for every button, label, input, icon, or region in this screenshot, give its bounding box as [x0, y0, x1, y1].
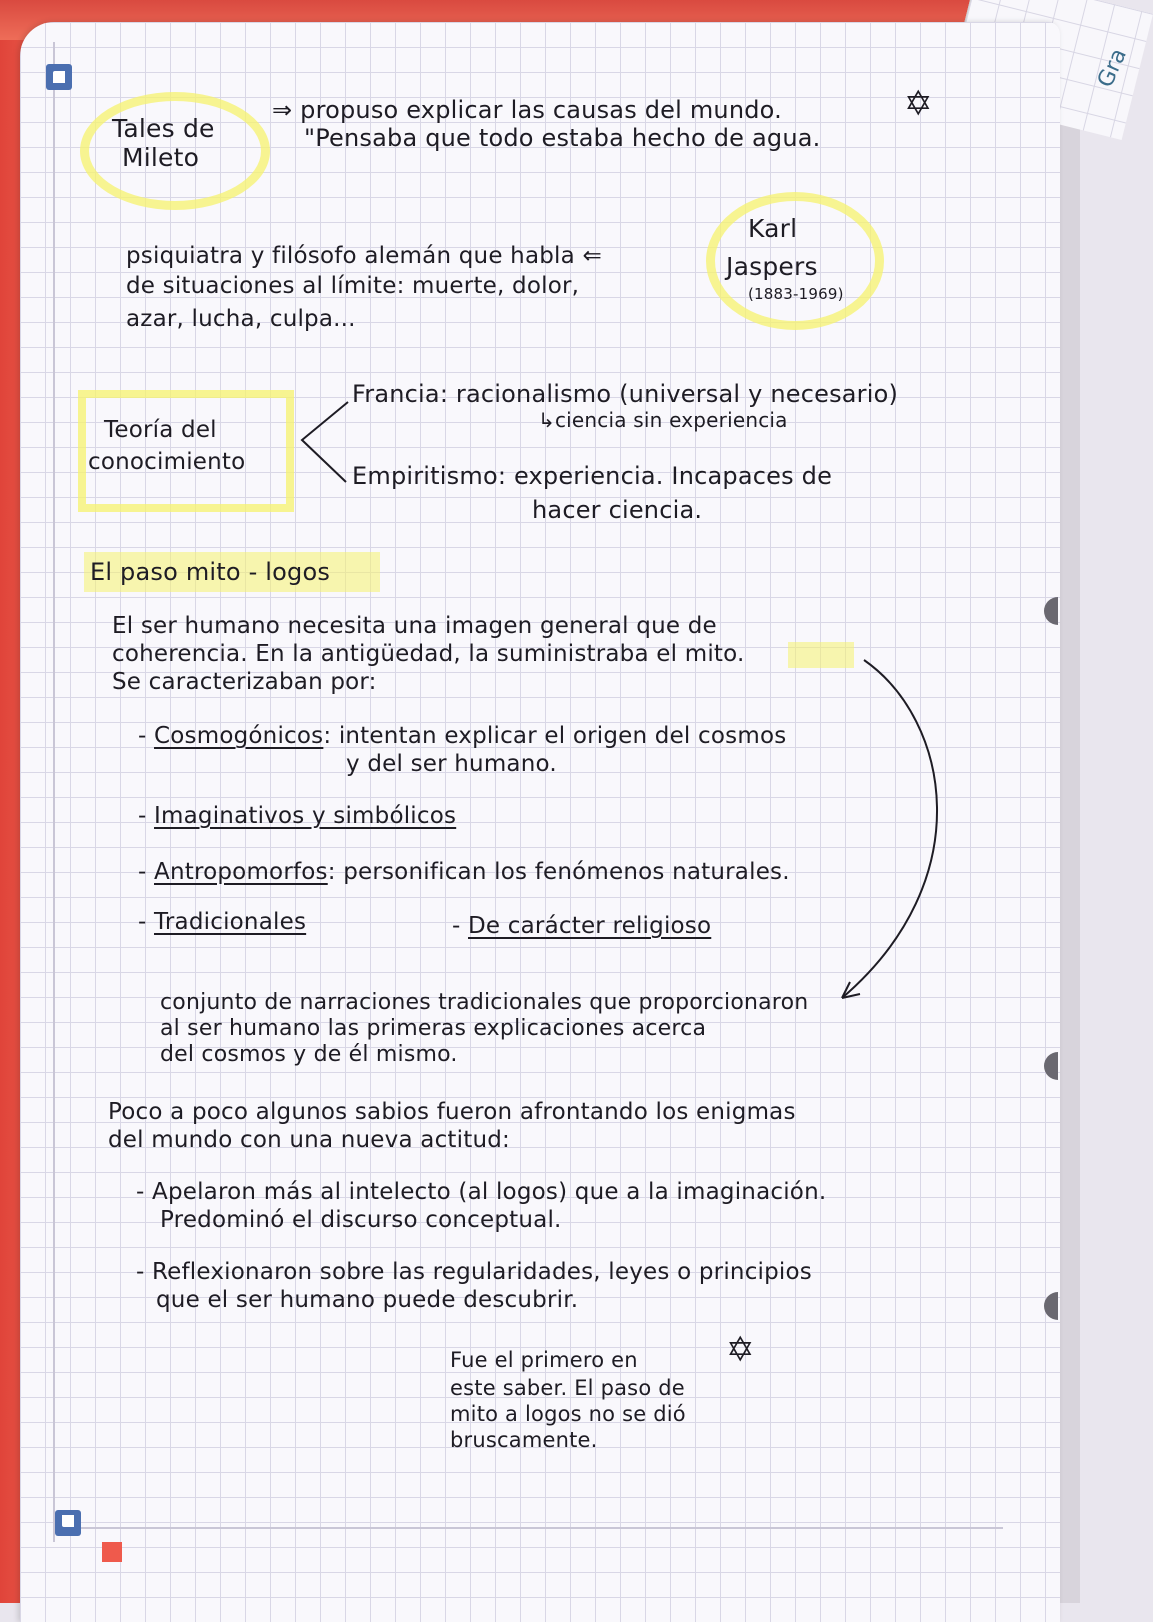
logos-intro-line2: del mundo con una nueva actitud: — [108, 1127, 510, 1153]
mito-item-2-term: Imaginativos y simbólicos — [154, 803, 457, 829]
mito-definition-line2: al ser humano las primeras explicaciones acerca — [160, 1016, 707, 1041]
logos-note-line3: mito a logos no se dió — [450, 1402, 686, 1426]
teoria-branch2-line1: Empiritismo: experiencia. Incapaces de — [352, 462, 833, 490]
dash: - — [138, 859, 147, 885]
logos-note-line4: bruscamente. — [450, 1428, 598, 1452]
mito-item-1-term: Cosmogónicos — [154, 723, 324, 749]
jaspers-note-line2: de situaciones al límite: muerte, dolor, — [126, 273, 580, 299]
tales-name-line1: Tales de — [112, 114, 215, 143]
mito-logos-heading: El paso mito - logos — [90, 558, 331, 586]
jaspers-name-line1: Karl — [748, 214, 798, 243]
logos-intro-line1: Poco a poco algunos sabios fueron afrontando los enigmas — [108, 1099, 796, 1125]
dash: - — [138, 909, 147, 935]
logos-note-line1: Fue el primero en — [450, 1348, 638, 1372]
logos-note-line2: este saber. El paso de — [450, 1376, 685, 1400]
teoria-title-line1: Teoría del — [104, 417, 217, 443]
tales-name-line2: Mileto — [122, 143, 200, 172]
mito-definition-line3: del cosmos y de él mismo. — [160, 1042, 458, 1067]
teoria-branch1-line2: ↳ciencia sin experiencia — [538, 408, 788, 432]
mito-item-3-term: Antropomorfos — [154, 859, 328, 885]
jaspers-note-line3: azar, lucha, culpa... — [126, 306, 356, 332]
teoria-title-line2: conocimiento — [88, 449, 246, 475]
jaspers-name-line2: Jaspers — [726, 252, 818, 281]
logos-point2-line1: - Reflexionaron sobre las regularidades, leyes o principios — [136, 1259, 812, 1285]
jaspers-note-line1: psiquiatra y filósofo alemán que habla ⇐ — [126, 243, 602, 269]
teoria-branch1-line1: Francia: racionalismo (universal y necesario) — [352, 380, 899, 408]
dash: - — [138, 803, 147, 829]
mito-item-1-rest: : intentan explicar el origen del cosmos — [323, 723, 787, 749]
mito-intro-line2: coherencia. En la antigüedad, la suministraba el mito. — [112, 641, 745, 667]
dash: - — [452, 913, 461, 939]
logos-point2-line2: que el ser humano puede descubrir. — [156, 1287, 579, 1313]
jaspers-years: (1883-1969) — [748, 285, 844, 303]
mito-item-3-rest: : personifican los fenómenos naturales. — [327, 859, 790, 885]
mito-intro-line1: El ser humano necesita una imagen general que de — [112, 613, 717, 639]
star-icon: ✡ — [904, 84, 933, 124]
mito-item-1-rest2: y del ser humano. — [346, 751, 557, 777]
logos-point1-line1: - Apelaron más al intelecto (al logos) que a la imaginación. — [136, 1179, 827, 1205]
mito-definition-line1: conjunto de narraciones tradicionales que proporcionaron — [160, 990, 809, 1015]
star-icon: ✡ — [726, 1330, 755, 1370]
curved-arrow-icon — [842, 660, 937, 998]
tales-note-line1: ⇒ propuso explicar las causas del mundo. — [272, 96, 782, 124]
mito-intro-line3: Se caracterizaban por: — [112, 669, 377, 695]
teoria-branch2-line2: hacer ciencia. — [532, 496, 703, 524]
tales-note-line2: "Pensaba que todo estaba hecho de agua. — [304, 124, 821, 152]
mito-item-4-term: Tradicionales — [154, 909, 307, 935]
mito-extra-item-text: De carácter religioso — [468, 913, 712, 939]
logos-point1-line2: Predominó el discurso conceptual. — [160, 1207, 562, 1233]
back-sheet-word: Gra — [1093, 45, 1133, 92]
dash: - — [138, 723, 147, 749]
branch-brace-icon — [302, 402, 348, 482]
